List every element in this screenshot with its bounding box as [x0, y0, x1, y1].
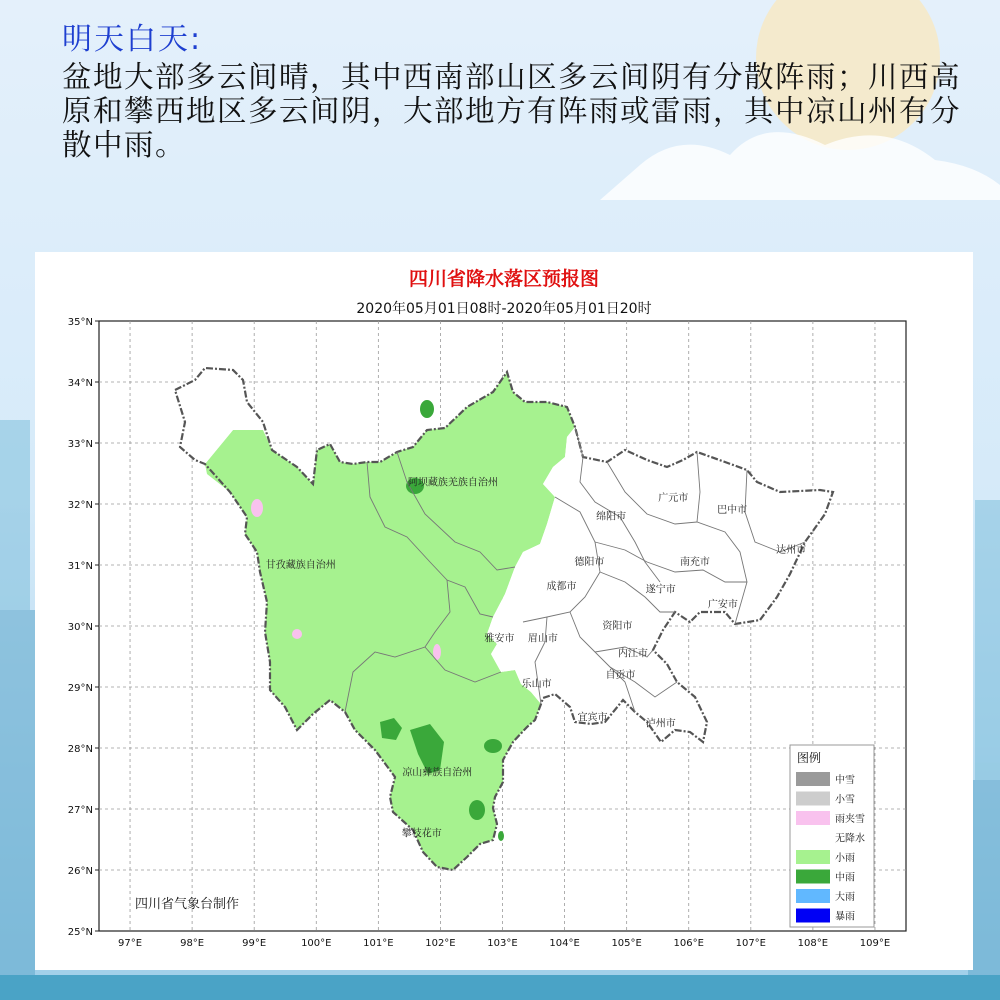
legend-label: 无降水 [835, 833, 865, 845]
region-label: 达州市 [776, 544, 807, 556]
legend-label: 小雨 [835, 853, 855, 864]
lon-tick-label: 107°E [735, 938, 767, 949]
map-credit: 四川省气象台制作 [135, 897, 240, 912]
map-subtitle: 2020年05月01日08时-2020年05月01日20时 [356, 301, 652, 317]
legend-swatch [796, 772, 830, 786]
legend-swatch [796, 850, 830, 864]
legend-label: 中雨 [835, 872, 855, 884]
legend-label: 雨夹雪 [835, 814, 865, 825]
lon-tick-label: 109°E [859, 938, 891, 949]
region-label: 宜宾市 [577, 712, 608, 724]
lon-tick-label: 103°E [487, 938, 518, 949]
region-label: 自贡市 [605, 669, 636, 681]
legend-label: 大雨 [835, 892, 855, 903]
legend-swatch [796, 870, 830, 884]
lon-tick-label: 108°E [797, 938, 829, 949]
lat-tick-label: 25°N [67, 927, 93, 938]
lat-tick-label: 31°N [67, 561, 93, 572]
lat-tick-label: 29°N [67, 683, 93, 694]
region-label: 乐山市 [521, 679, 552, 690]
precipitation-map [35, 252, 973, 970]
legend-swatch [796, 909, 830, 923]
lat-tick-label: 30°N [67, 622, 93, 633]
region-label: 广元市 [658, 492, 689, 504]
lon-tick-label: 99°E [242, 938, 267, 949]
region-label: 凉山彝族自治州 [402, 767, 473, 779]
region-label: 眉山市 [527, 633, 558, 645]
region-label: 内江市 [617, 648, 648, 660]
lat-tick-label: 34°N [67, 378, 93, 389]
region-label: 资阳市 [602, 621, 633, 633]
region-label: 雅安市 [484, 633, 515, 645]
region-label: 遂宁市 [645, 584, 676, 596]
region-label: 巴中市 [717, 505, 748, 517]
lat-tick-label: 33°N [67, 439, 93, 450]
lat-tick-label: 28°N [67, 744, 93, 755]
region-label: 广安市 [707, 599, 738, 611]
lat-tick-label: 35°N [67, 317, 93, 328]
region-label: 南充市 [679, 557, 710, 568]
lon-tick-label: 100°E [301, 938, 332, 949]
lon-tick-label: 101°E [363, 938, 394, 949]
forecast-heading: 明天白天: [62, 22, 203, 57]
forecast-map-panel [35, 252, 973, 970]
region-label: 甘孜藏族自治州 [265, 560, 336, 572]
lat-tick-label: 32°N [67, 500, 93, 511]
region-label: 阿坝藏族羌族自治州 [407, 477, 498, 489]
forecast-text: 盆地大部多云间晴，其中西南部山区多云间阴有分散阵雨；川西高原和攀西地区多云间阴，大部地方有阵雨或雷雨，其中凉山州有分散中雨。 [62, 60, 962, 162]
map-legend [790, 745, 874, 927]
lon-tick-label: 102°E [425, 938, 456, 949]
lon-tick-label: 105°E [611, 938, 642, 949]
legend-swatch [796, 811, 830, 825]
lon-tick-label: 97°E [118, 938, 143, 949]
lon-tick-label: 98°E [180, 938, 205, 949]
map-title: 四川省降水落区预报图 [408, 268, 599, 290]
region-label: 德阳市 [574, 557, 605, 568]
legend-swatch [796, 831, 830, 845]
lat-tick-label: 27°N [67, 805, 93, 816]
region-label: 绵阳市 [596, 511, 627, 523]
legend-swatch [796, 792, 830, 806]
region-label: 泸州市 [645, 718, 676, 730]
lon-tick-label: 104°E [549, 938, 580, 949]
region-label: 成都市 [546, 581, 577, 593]
lon-tick-label: 106°E [673, 938, 704, 949]
lat-tick-label: 26°N [67, 866, 93, 877]
legend-title: 图例 [797, 751, 822, 765]
legend-label: 暴雨 [835, 911, 855, 923]
region-label: 攀枝花市 [401, 828, 442, 840]
legend-label: 小雪 [835, 794, 855, 806]
legend-label: 中雪 [835, 775, 855, 786]
legend-swatch [796, 889, 830, 903]
